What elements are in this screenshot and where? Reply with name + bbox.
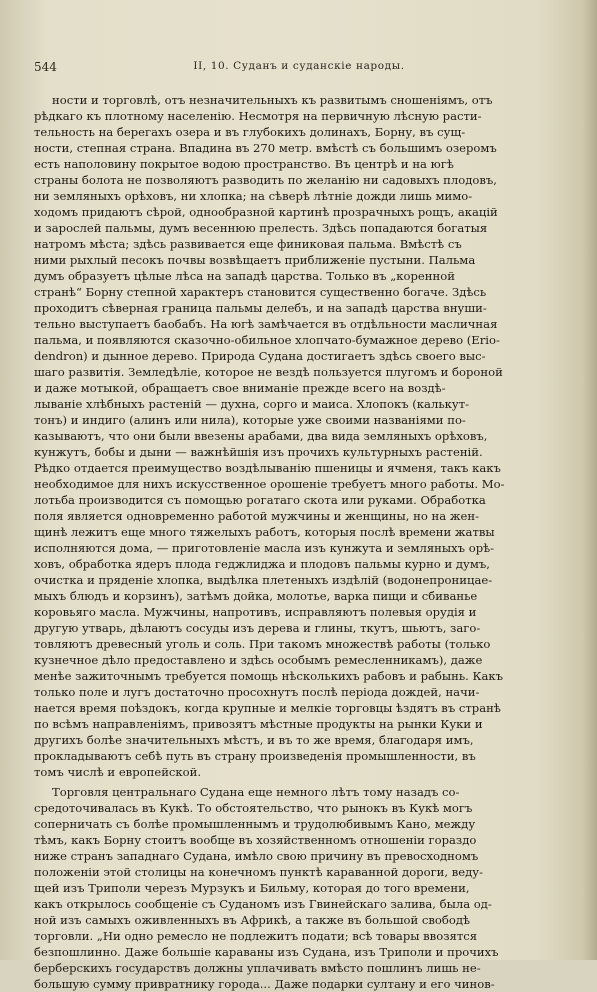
text-line: берберскихъ государствъ должны уплачивать вмѣсто пошлинъ лишь не- (34, 961, 481, 975)
text-line: необходимое для нихъ искусственное орошеніе требуетъ много работы. Мо- (34, 477, 505, 491)
text-line: безпошлинно. Даже большіе караваны изъ Судана, изъ Триполи и прочихъ (34, 945, 499, 959)
text-line: по всѣмъ направленіямъ, привозятъ мѣстные продукты на рынки Куки и (34, 717, 483, 731)
text-line: поля является одновременно работой мужчины и женщины, но на жен- (34, 509, 480, 523)
text-line: думъ образуетъ цѣлые лѣса на западѣ царства. Только въ „коренной (34, 269, 455, 283)
text-line: Торговля центральнаго Судана еще немного лѣтъ тому назадъ со- (52, 785, 460, 799)
paragraph-1 (34, 92, 566, 780)
text-line: торговли. „Ни одно ремесло не подлежитъ подати; всѣ товары ввозятся (34, 929, 478, 943)
page-header (34, 60, 564, 78)
text-line: средоточивалась въ Кукѣ. То обстоятельство, что рынокъ въ Кукѣ могъ (34, 801, 473, 815)
text-line: есть наполовину покрытое водою пространство. Въ центрѣ и на югѣ (34, 157, 454, 171)
text-line: очистка и пряденіе хлопка, выдѣлка плетеныхъ издѣлій (водонепроницае- (34, 573, 493, 587)
text-line: тѣмъ, какъ Борну стоитъ вообще въ хозяйственномъ отношеніи гораздо (34, 833, 477, 847)
page-edge-shadow (583, 0, 597, 960)
text-line: другую утварь, дѣлаютъ сосуды изъ дерева и глины, ткутъ, шьютъ, заго- (34, 621, 481, 635)
text-line: пальма, и появляются сказочно-обильное хлопчато-бумажное дерево (Erio- (34, 333, 500, 347)
text-line: страны болота не позволяютъ разводить по желанію ни садовыхъ плодовъ, (34, 173, 497, 187)
text-line: ходомъ придаютъ сѣрой, однообразной картинѣ прозрачныхъ рощъ, акацій (34, 205, 498, 219)
text-line: ности, степная страна. Впадина въ 270 метр. вмѣстѣ съ большимъ озеромъ (34, 141, 497, 155)
text-line: dendron) и дынное дерево. Природа Судана достигаетъ здѣсь своего выс- (34, 349, 486, 363)
text-line: исполняются дома, — приготовленіе масла изъ кунжута и земляныхъ орѣ- (34, 541, 495, 555)
running-title: II, 10. Суданъ и суданскіе народы. (193, 60, 405, 72)
text-line: нается время поѣздокъ, когда крупные и мелкіе торговцы ѣздятъ въ странѣ (34, 701, 501, 715)
text-line: щинѣ лежитъ еще много тяжелыхъ работъ, которыя послѣ времени жатвы (34, 525, 495, 539)
text-line: Рѣдко отдается преимущество воздѣлыванію пшеницы и ячменя, такъ какъ (34, 461, 501, 475)
text-line: лотьба производится съ помощью рогатаго скота или руками. Обработка (34, 493, 486, 507)
text-line: странѣ“ Борну степной характеръ становится существенно богаче. Здѣсь (34, 285, 487, 299)
text-line: ховъ, обработка ядеръ плода геджлиджа и плодовъ пальмы курно и думъ, (34, 557, 490, 571)
paragraph-2 (34, 784, 566, 992)
text-line: тельность на берегахъ озера и въ глубокихъ долинахъ, Борну, въ сущ- (34, 125, 466, 139)
text-line: ности и торговлѣ, отъ незначительныхъ къ развитымъ сношеніямъ, отъ (52, 93, 493, 107)
text-line: натромъ мѣста; здѣсь развивается еще финиковая пальма. Вмѣстѣ съ (34, 237, 462, 251)
text-line: товляютъ древесный уголь и соль. При такомъ множествѣ работы (только (34, 637, 491, 651)
text-line: ной изъ самыхъ оживленныхъ въ Африкѣ, а также въ большой свободѣ (34, 913, 470, 927)
text-line: коровьяго масла. Мужчины, напротивъ, исправляютъ полевыя орудія и (34, 605, 477, 619)
text-line: кунжутъ, бобы и дыни — важнѣйшія изъ прочихъ культурныхъ растеній. (34, 445, 483, 459)
page-number: 544 (34, 60, 57, 74)
text-line: ни земляныхъ орѣховъ, ни хлопка; на сѣверѣ лѣтніе дожди лишь мимо- (34, 189, 473, 203)
text-line: казываютъ, что они были ввезены арабами, два вида земляныхъ орѣховъ, (34, 429, 488, 443)
text-line: тонъ) и индиго (алинъ или нила), которые уже своими названіями по- (34, 413, 466, 427)
text-line: другихъ болѣе значительныхъ мѣстъ, и въ то же время, благодаря имъ, (34, 733, 474, 747)
text-line: и зарослей пальмы, думъ весеннюю прелесть. Здѣсь попадаются богатыя (34, 221, 488, 235)
text-line: соперничать съ болѣе промышленнымъ и трудолюбивымъ Кано, между (34, 817, 476, 831)
text-line: какъ открылось сообщеніе съ Суданомъ изъ Гвинейскаго залива, была од- (34, 897, 492, 911)
text-line: томъ числѣ и европейской. (34, 765, 202, 779)
text-line: прокладываютъ себѣ путь въ страну произведенія промышленности, въ (34, 749, 476, 763)
text-line: ниже странъ западнаго Судана, имѣло свою причину въ превосходномъ (34, 849, 479, 863)
text-line: и даже мотыкой, обращаетъ свое вниманіе прежде всего на воздѣ- (34, 381, 446, 395)
text-line: ними рыхлый песокъ почвы возвѣщаетъ приближеніе пустыни. Пальма (34, 253, 476, 267)
text-line: щей изъ Триполи черезъ Мурзукъ и Бильму, которая до того времени, (34, 881, 470, 895)
text-line: лываніе хлѣбныхъ растеній — духна, сорго и маиса. Хлопокъ (калькут- (34, 397, 470, 411)
text-line: шаго развитія. Земледѣліе, которое не вездѣ пользуется плугомъ и бороной (34, 365, 503, 379)
text-line: тельно выступаетъ баобабъ. На югѣ замѣчается въ отдѣльности масличная (34, 317, 498, 331)
text-line: положеніи этой столицы на конечномъ пунктѣ караванной дороги, веду- (34, 865, 484, 879)
text-line: проходитъ сѣверная граница пальмы делебъ, и на западѣ царства внуши- (34, 301, 487, 315)
text-line: кузнечное дѣло предоставлено и здѣсь особымъ ремесленникамъ), даже (34, 653, 483, 667)
text-line: рѣдкаго къ плотному населенію. Несмотря на первичную лѣсную расти- (34, 109, 482, 123)
text-body (34, 92, 566, 992)
text-line: только поле и лугъ достаточно просохнутъ послѣ періода дождей, начи- (34, 685, 480, 699)
text-line: мыхъ блюдъ и корзинъ), затѣмъ дойка, молотье, варка пищи и сбиванье (34, 589, 478, 603)
text-line: менѣе зажиточнымъ требуется помощь нѣсколькихъ рабовъ и рабынь. Какъ (34, 669, 504, 683)
text-line: большую сумму привратнику города... Даже подарки султану и его чинов- (34, 977, 495, 991)
